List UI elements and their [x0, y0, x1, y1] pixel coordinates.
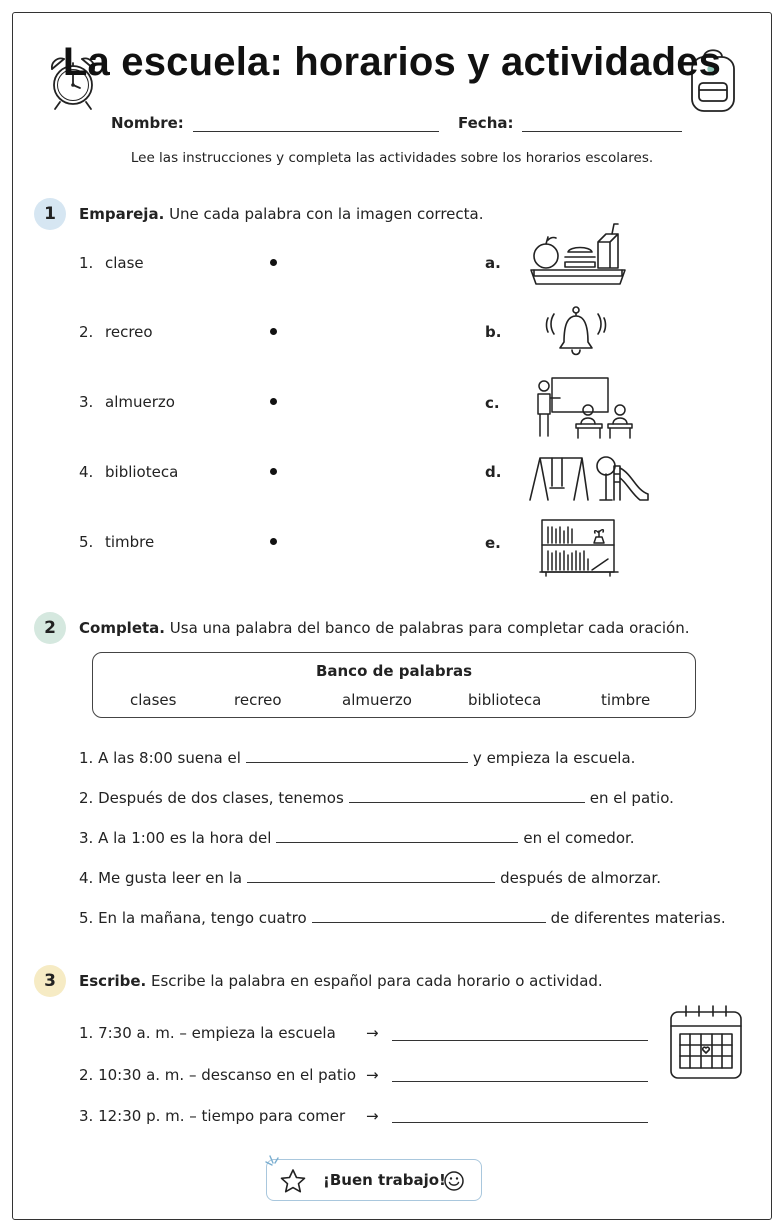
match-word-item [79, 533, 154, 551]
section-2-heading-text: Usa una palabra del banco de palabras para completar cada oración. [169, 619, 690, 637]
section-3-heading-bold: Escribe. [79, 972, 147, 990]
classroom-icon[interactable] [530, 374, 634, 440]
sentence-blank[interactable] [349, 789, 585, 803]
bell-icon[interactable] [544, 304, 608, 362]
match-dot[interactable] [270, 259, 277, 266]
sentence-blank[interactable] [276, 829, 518, 843]
match-word: clase [105, 254, 144, 272]
arrow-icon: → [366, 1024, 379, 1042]
fill-sentence [79, 829, 635, 847]
match-word-item [79, 254, 144, 272]
match-dot[interactable] [270, 328, 277, 335]
date-row [458, 114, 682, 132]
match-word-number: 4. [79, 463, 94, 481]
match-dot[interactable] [270, 538, 277, 545]
sentence-start: 3. A la 1:00 es la hora del [79, 829, 272, 847]
sparkle-icon [258, 1152, 286, 1176]
write-answer-line[interactable] [392, 1040, 648, 1041]
match-word: biblioteca [105, 463, 179, 481]
section-1-badge: 1 [34, 198, 66, 230]
write-item: 2. 10:30 a. m. – descanso en el patio [79, 1066, 357, 1084]
match-word: almuerzo [105, 393, 175, 411]
page-title: La escuela: horarios y actividades [62, 40, 722, 84]
sentence-blank[interactable] [246, 749, 468, 763]
section-3-heading-text: Escribe la palabra en español para cada horario o actividad. [151, 972, 603, 990]
sentence-end: y empieza la escuela. [472, 749, 636, 767]
match-word: recreo [105, 323, 153, 341]
name-label: Nombre: [111, 114, 184, 132]
calendar-icon [668, 1002, 744, 1082]
match-word-number: 1. [79, 254, 94, 272]
write-item: 1. 7:30 a. m. – empieza la escuela [79, 1024, 336, 1042]
match-word: timbre [105, 533, 155, 551]
match-word-number: 3. [79, 393, 94, 411]
sentence-start: 2. Después de dos clases, tenemos [79, 789, 344, 807]
instructions-text: Lee las instrucciones y completa las actividades sobre los horarios escolares. [130, 150, 654, 166]
match-word-item [79, 393, 175, 411]
section-1-heading-text: Une cada palabra con la imagen correcta. [169, 205, 484, 223]
match-option-letter: b. [485, 323, 502, 341]
sentence-end: después de almorzar. [500, 869, 661, 887]
match-option-letter: c. [485, 394, 500, 412]
word-bank [92, 652, 696, 718]
match-word-item [79, 323, 153, 341]
footer-badge [266, 1159, 482, 1201]
word-bank-word: clases [130, 691, 177, 709]
bookshelf-icon[interactable] [538, 517, 620, 577]
name-field[interactable] [193, 116, 439, 132]
date-label: Fecha: [458, 114, 514, 132]
section-1-heading [79, 205, 484, 223]
word-bank-title: Banco de palabras [315, 662, 473, 680]
section-3-heading [79, 972, 603, 990]
match-option-letter: e. [485, 534, 501, 552]
sentence-start: 4. Me gusta leer en la [79, 869, 243, 887]
word-bank-word: timbre [601, 691, 651, 709]
playground-icon[interactable] [528, 454, 650, 502]
sentence-blank[interactable] [247, 869, 495, 883]
word-bank-word: almuerzo [342, 691, 412, 709]
sentence-start: 1. A las 8:00 suena el [79, 749, 241, 767]
match-dot[interactable] [270, 468, 277, 475]
write-answer-line[interactable] [392, 1122, 648, 1123]
match-option-letter: d. [485, 463, 502, 481]
section-2-heading [79, 619, 690, 637]
fill-sentence [79, 869, 661, 887]
match-option-letter: a. [485, 254, 501, 272]
word-bank-word: biblioteca [468, 691, 542, 709]
arrow-icon: → [366, 1066, 379, 1084]
section-1-heading-bold: Empareja. [79, 205, 165, 223]
arrow-icon: → [366, 1107, 379, 1125]
fill-sentence [79, 789, 674, 807]
lunch-tray-icon[interactable] [528, 220, 628, 288]
name-row [111, 114, 439, 132]
match-word-item [79, 463, 178, 481]
footer-text: ¡Buen trabajo! [323, 1171, 446, 1189]
match-word-number: 2. [79, 323, 94, 341]
sentence-end: de diferentes materias. [550, 909, 726, 927]
sentence-end: en el comedor. [523, 829, 635, 847]
date-field[interactable] [522, 116, 682, 132]
section-2-heading-bold: Completa. [79, 619, 165, 637]
sentence-end: en el patio. [589, 789, 674, 807]
section-3-badge: 3 [34, 965, 66, 997]
fill-sentence [79, 909, 726, 927]
sentence-start: 5. En la mañana, tengo cuatro [79, 909, 307, 927]
match-dot[interactable] [270, 398, 277, 405]
section-2-badge: 2 [34, 612, 66, 644]
word-bank-word: recreo [234, 691, 282, 709]
sentence-blank[interactable] [312, 909, 546, 923]
write-answer-line[interactable] [392, 1081, 648, 1082]
write-item: 3. 12:30 p. m. – tiempo para comer [79, 1107, 346, 1125]
smiley-icon [443, 1170, 465, 1192]
match-word-number: 5. [79, 533, 94, 551]
fill-sentence [79, 749, 635, 767]
